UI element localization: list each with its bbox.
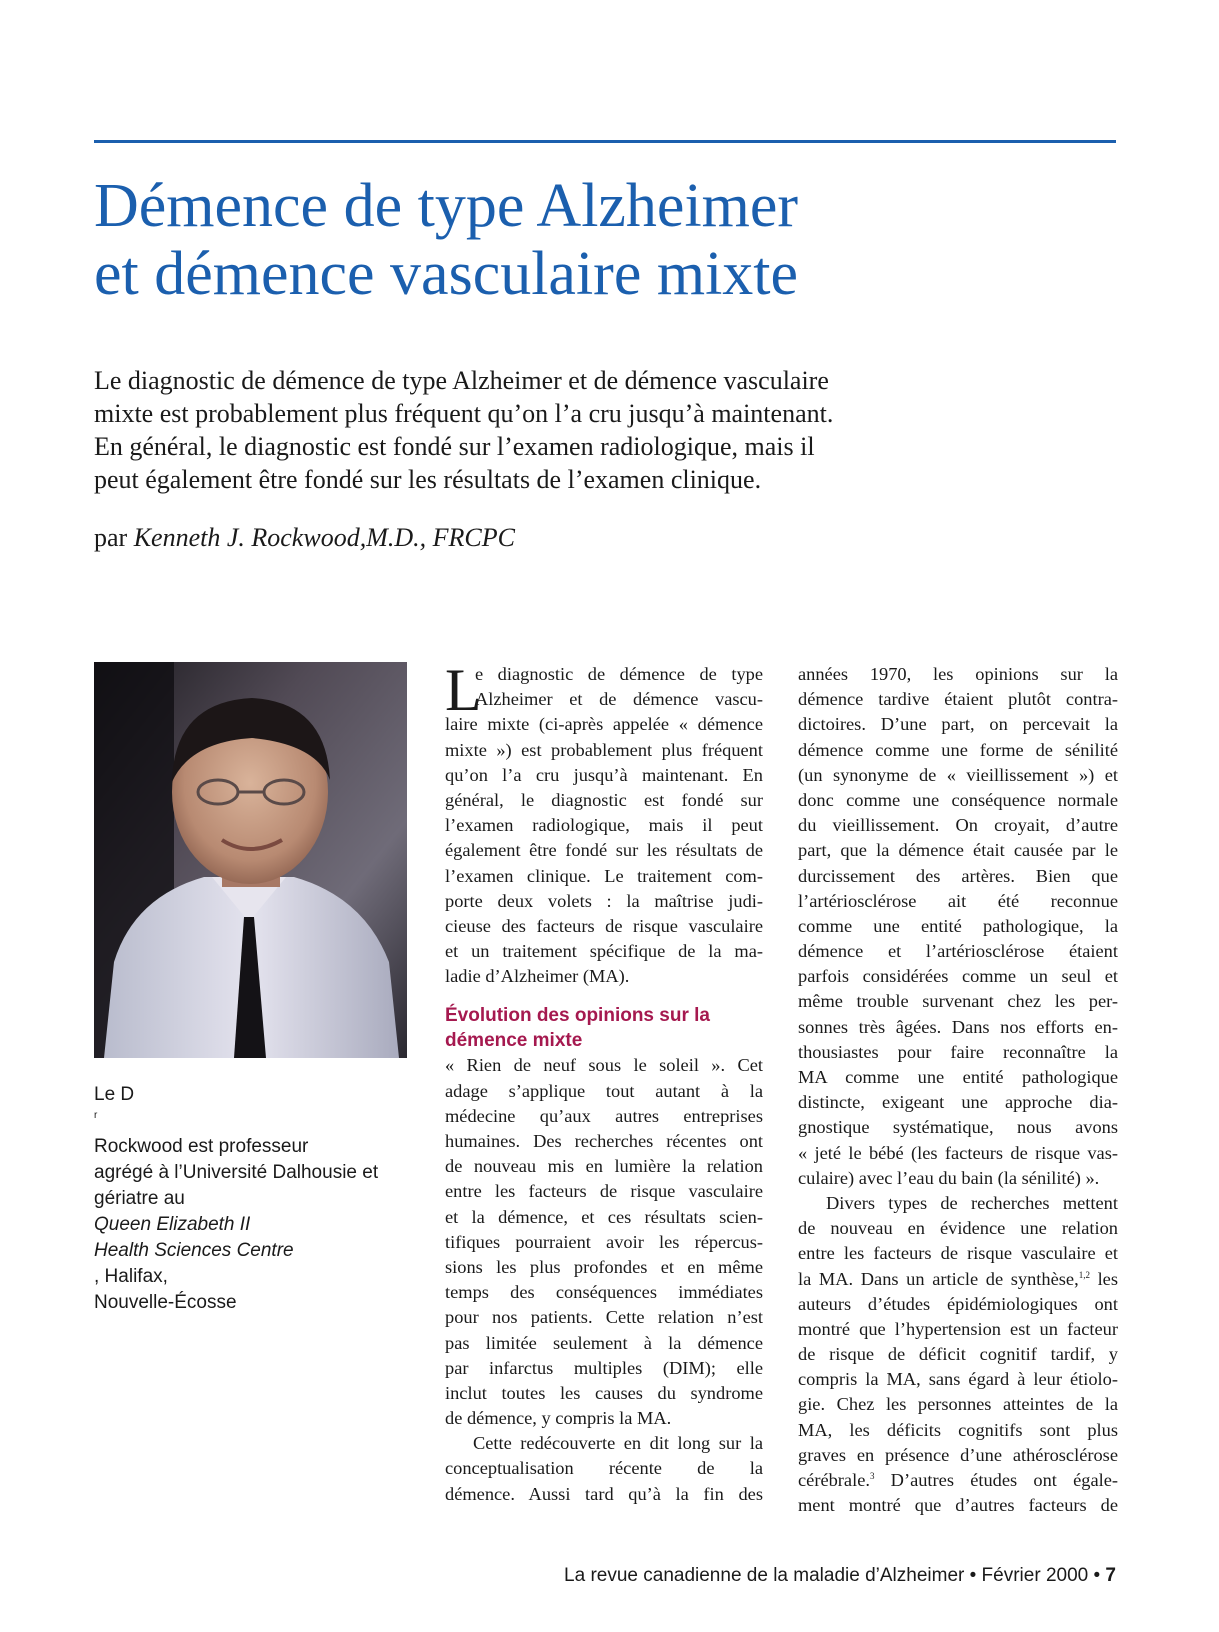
- body-line: thousiastes pour faire reconnaître la: [798, 1041, 1118, 1062]
- photo-caption: [94, 1082, 414, 1316]
- body-line: même trouble survenant chez les per-: [798, 991, 1118, 1012]
- body-line: « jeté le bébé (les facteurs de risque vas-: [798, 1142, 1118, 1163]
- caption-text: Rockwood est professeur: [94, 1136, 309, 1157]
- body-line: et la démence, et ces résultats scien-: [445, 1206, 763, 1227]
- body-line: compris la MA, sans égard à leur étiolo-: [798, 1369, 1118, 1390]
- body-line: parfois considérées comme un seul et: [798, 966, 1118, 987]
- body-line: comme une entité pathologique, la: [798, 915, 1118, 936]
- caption-line: [94, 1238, 414, 1290]
- body-line: ladie d’Alzheimer (MA).: [445, 966, 630, 987]
- body-line: démence comme une forme de sénilité: [798, 739, 1118, 760]
- body-line: de nouveau en évidence une relation: [798, 1218, 1118, 1239]
- body-line: durcissement des artères. Bien que: [798, 865, 1118, 886]
- drop-cap: L: [445, 657, 482, 723]
- page-number: 7: [1105, 1565, 1116, 1586]
- caption-line: Nouvelle-Écosse: [94, 1292, 237, 1313]
- body-line: e diagnostic de démence de type: [475, 664, 763, 684]
- page-footer: [564, 1564, 1116, 1588]
- byline: [94, 522, 515, 554]
- journal-name: La revue canadienne de la maladie d’Alzheimer • Février 2000 •: [564, 1565, 1106, 1586]
- caption-institution: Queen Elizabeth II: [94, 1214, 251, 1235]
- body-line: de démence, y compris la MA.: [445, 1408, 672, 1429]
- author-photo: [94, 662, 407, 1058]
- body-line: distincte, exigeant une approche dia-: [798, 1092, 1118, 1113]
- body-line: part, que la démence était causée par le: [798, 840, 1118, 861]
- body-line: également être fondé sur les résultats de: [445, 840, 763, 861]
- body-line: donc comme une conséquence normale: [798, 789, 1118, 810]
- body-line: auteurs d’études épidémiologiques ont: [798, 1293, 1118, 1314]
- section-heading: [445, 1003, 763, 1053]
- title-line: Démence de type Alzheimer: [94, 172, 799, 240]
- body-line: culaire) avec l’eau du bain (la sénilité) ».: [798, 1167, 1100, 1188]
- body-line: l’examen clinique. Le traitement com-: [445, 865, 763, 886]
- body-line: tifiques pourraient avoir les répercus-: [445, 1231, 763, 1252]
- body-line: « Rien de neuf sous le soleil ». Cet: [445, 1055, 763, 1076]
- body-line: gnostique systématique, nous avons: [798, 1117, 1118, 1138]
- body-paragraph: [798, 662, 1118, 1191]
- body-line: par infarctus multiples (DIM); elle: [445, 1357, 763, 1378]
- byline-prefix: par: [94, 523, 128, 552]
- caption-institution: Health Sciences Centre: [94, 1240, 294, 1261]
- body-line: de nouveau mis en lumière la relation: [445, 1156, 763, 1177]
- body-line: MA comme une entité pathologique: [798, 1067, 1118, 1087]
- author-portrait-image: [94, 662, 407, 1058]
- body-line: l’examen radiologique, mais il peut: [445, 815, 763, 836]
- body-line: [798, 1267, 1118, 1292]
- body-line: démence tardive étaient plutôt contra-: [798, 689, 1118, 710]
- body-line: Cette redécouverte en dit long sur la: [473, 1433, 763, 1454]
- body-line: pour nos patients. Cette relation n’est: [445, 1307, 763, 1328]
- header-rule: [94, 140, 1116, 143]
- lede-line: Le diagnostic de démence de type Alzheimer et de démence vasculaire: [94, 366, 829, 395]
- body-text: les: [1089, 1268, 1118, 1289]
- body-line: années 1970, les opinions sur la: [798, 664, 1118, 684]
- body-line: [798, 1468, 1118, 1493]
- caption-text: , Halifax,: [94, 1266, 168, 1287]
- lede-line: mixte est probablement plus fréquent qu’on l’a cru jusqu’à maintenant.: [94, 399, 834, 428]
- caption-superscript: r: [94, 1110, 98, 1121]
- caption-line: [94, 1186, 414, 1238]
- lede-line: En général, le diagnostic est fondé sur l’examen radiologique, mais il: [94, 432, 815, 461]
- body-line: montré que l’hypertension est un facteur: [798, 1318, 1118, 1339]
- section-heading-line: démence mixte: [445, 1030, 583, 1052]
- body-line: graves en présence d’une athérosclérose: [798, 1444, 1118, 1465]
- body-line: gie. Chez les personnes atteintes de la: [798, 1394, 1118, 1415]
- body-line: MA, les déficits cognitifs sont plus: [798, 1419, 1118, 1440]
- citation-reference: 1,2: [1078, 1269, 1090, 1280]
- body-paragraph: [445, 1053, 763, 1431]
- body-paragraph: [445, 1431, 763, 1507]
- body-line: adage s’applique tout autant à la: [445, 1080, 763, 1101]
- body-line: entre les facteurs de risque vasculaire: [445, 1181, 763, 1202]
- body-line: (un synonyme de « vieillissement ») et: [798, 764, 1118, 785]
- section-heading-line: Évolution des opinions sur la: [445, 1005, 710, 1027]
- byline-author: Kenneth J. Rockwood,M.D., FRCPC: [133, 523, 515, 552]
- lede-line: peut également être fondé sur les résultats de l’examen clinique.: [94, 465, 762, 494]
- body-line: et un traitement spécifique de la ma-: [445, 941, 763, 962]
- body-line: qu’on l’a cru jusqu’à maintenant. En: [445, 764, 763, 785]
- body-line: sonnes très âgées. Dans nos efforts en-: [798, 1016, 1118, 1037]
- body-line: l’artériosclérose ait été reconnue: [798, 890, 1118, 911]
- lede-paragraph: [94, 364, 1104, 496]
- body-line: démence. Aussi tard qu’à la fin des: [445, 1483, 763, 1504]
- body-line: cieuse des facteurs de risque vasculaire: [445, 915, 763, 936]
- caption-text: gériatre au: [94, 1188, 185, 1209]
- body-line: temps des conséquences immédiates: [445, 1282, 763, 1303]
- body-column-1: [445, 657, 763, 1507]
- citation-reference: 3: [869, 1471, 875, 1481]
- body-line: Alzheimer et de démence vascu-: [475, 689, 763, 710]
- caption-line: [94, 1082, 414, 1160]
- body-column-2: [798, 662, 1118, 1518]
- title-line: et démence vasculaire mixte: [94, 240, 799, 308]
- body-line: démence et l’artériosclérose étaient: [798, 941, 1118, 962]
- body-line: conceptualisation récente de la: [445, 1458, 763, 1479]
- body-line: du vieillissement. On croyait, d’autre: [798, 815, 1118, 836]
- caption-line: agrégé à l’Université Dalhousie et: [94, 1162, 379, 1183]
- body-line: pas limitée seulement à la démence: [445, 1332, 763, 1353]
- intro-paragraph: [445, 657, 763, 989]
- body-text: cérébrale.: [798, 1470, 870, 1490]
- caption-text: Le D: [94, 1084, 135, 1105]
- body-line: Divers types de recherches mettent: [826, 1192, 1118, 1213]
- body-line: de risque de déficit cognitif tardif, y: [798, 1344, 1118, 1365]
- body-paragraph: [798, 1191, 1118, 1518]
- body-line: général, le diagnostic est fondé sur: [445, 789, 763, 810]
- body-line: porte deux volets : la maîtrise judi-: [445, 890, 763, 911]
- article-title: [94, 172, 1124, 308]
- body-line: mixte ») est probablement plus fréquent: [445, 739, 763, 760]
- body-line: entre les facteurs de risque vasculaire et: [798, 1243, 1118, 1264]
- body-line: ment montré que d’autres facteurs de: [798, 1495, 1118, 1516]
- body-text: la MA. Dans un article de synthèse,: [798, 1268, 1079, 1289]
- body-line: inclut toutes les causes du syndrome: [445, 1382, 763, 1403]
- body-line: sions les plus profondes et en même: [445, 1256, 763, 1277]
- body-text: D’autres études ont égale-: [874, 1470, 1118, 1490]
- body-line: laire mixte (ci-après appelée « démence: [445, 714, 763, 735]
- body-line: médecine qu’aux autres entreprises: [445, 1105, 763, 1126]
- body-line: humaines. Des recherches récentes ont: [445, 1131, 763, 1151]
- body-line: dictoires. D’une part, on percevait la: [798, 714, 1118, 735]
